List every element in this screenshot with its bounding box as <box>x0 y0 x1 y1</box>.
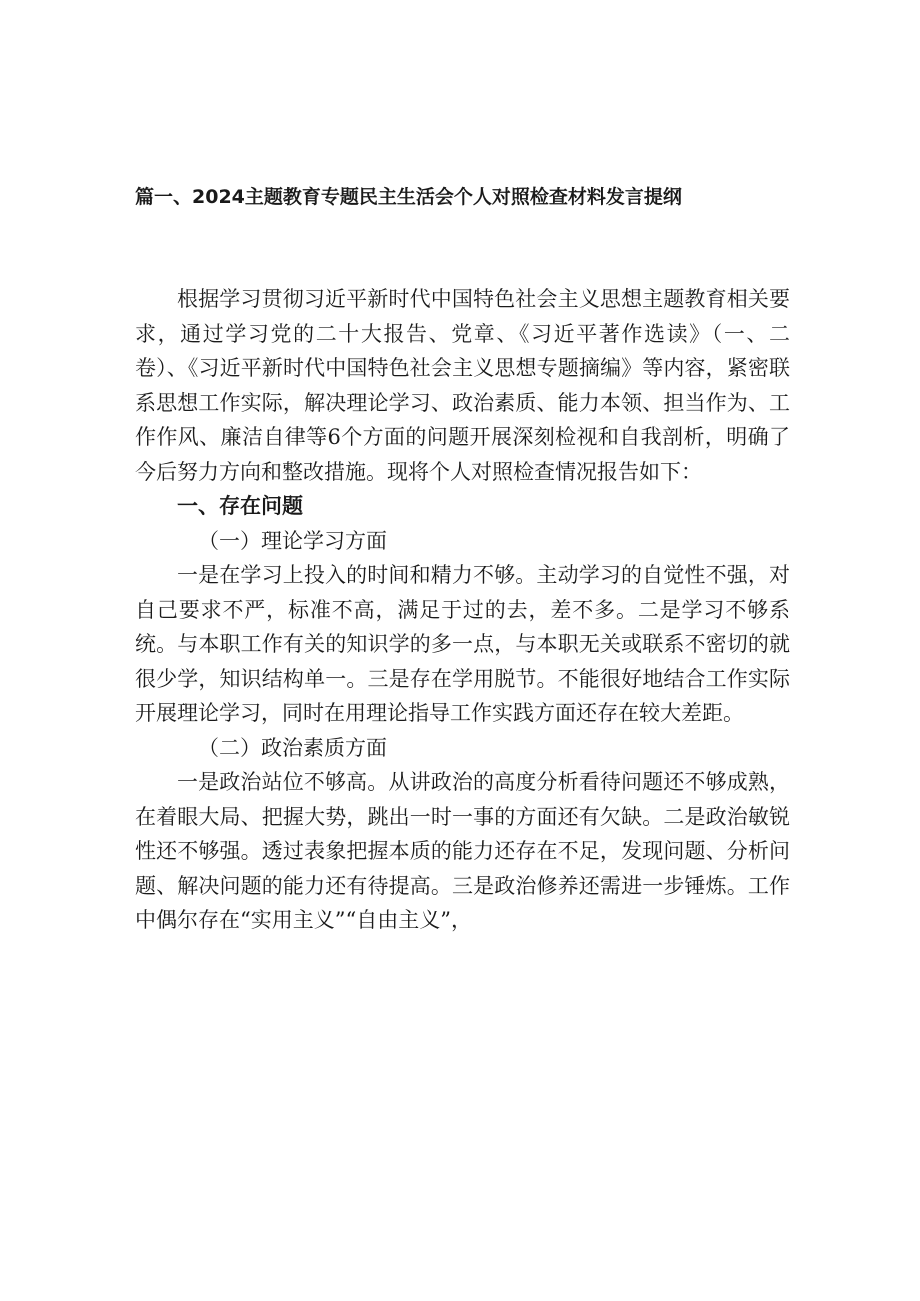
subsection-heading-theory-study: （一）理论学习方面 <box>198 528 387 553</box>
subsection-heading-political-quality: （二）政治素质方面 <box>198 735 387 760</box>
document-body <box>135 282 790 938</box>
section-heading-problems: 一、存在问题 <box>177 494 303 518</box>
political-quality-paragraph: 一是政治站位不够高。从讲政治的高度分析看待问题还不够成熟，在着眼大局、把握大势，跳出一时一事的方面还有欠缺。二是政治敏锐性还不够强。透过表象把握本质的能力还存在不足，发现问题、分析问题、解决问题的能力还有待提高。三是政治修养还需进一步锤炼。工作中偶尔存在“实用主义”“自由主义”， <box>135 770 790 932</box>
document-title: 篇一、2024主题教育专题民主生活会个人对照检查材料发言提纲 <box>135 186 682 208</box>
intro-paragraph: 根据学习贯彻习近平新时代中国特色社会主义思想主题教育相关要求，通过学习党的二十大报告、党章、《习近平著作选读》（一、二卷）、《习近平新时代中国特色社会主义思想专题摘编》等内容，紧密联系思想工作实际，解决理论学习、政治素质、能力本领、担当作为、工作作风、廉洁自律等6个方面的问题开展深刻检视和自我剖析，明确了今后努力方向和整改措施。现将个人对照检查情况报告如下： <box>135 287 790 484</box>
theory-study-paragraph: 一是在学习上投入的时间和精力不够。主动学习的自觉性不强，对自己要求不严，标准不高，满足于过的去，差不多。二是学习不够系统。与本职工作有关的知识学的多一点，与本职无关或联系不密切的就很少学，知识结构单一。三是存在学用脱节。不能很好地结合工作实际开展理论学习，同时在用理论指导工作实践方面还存在较大差距。 <box>135 563 790 725</box>
